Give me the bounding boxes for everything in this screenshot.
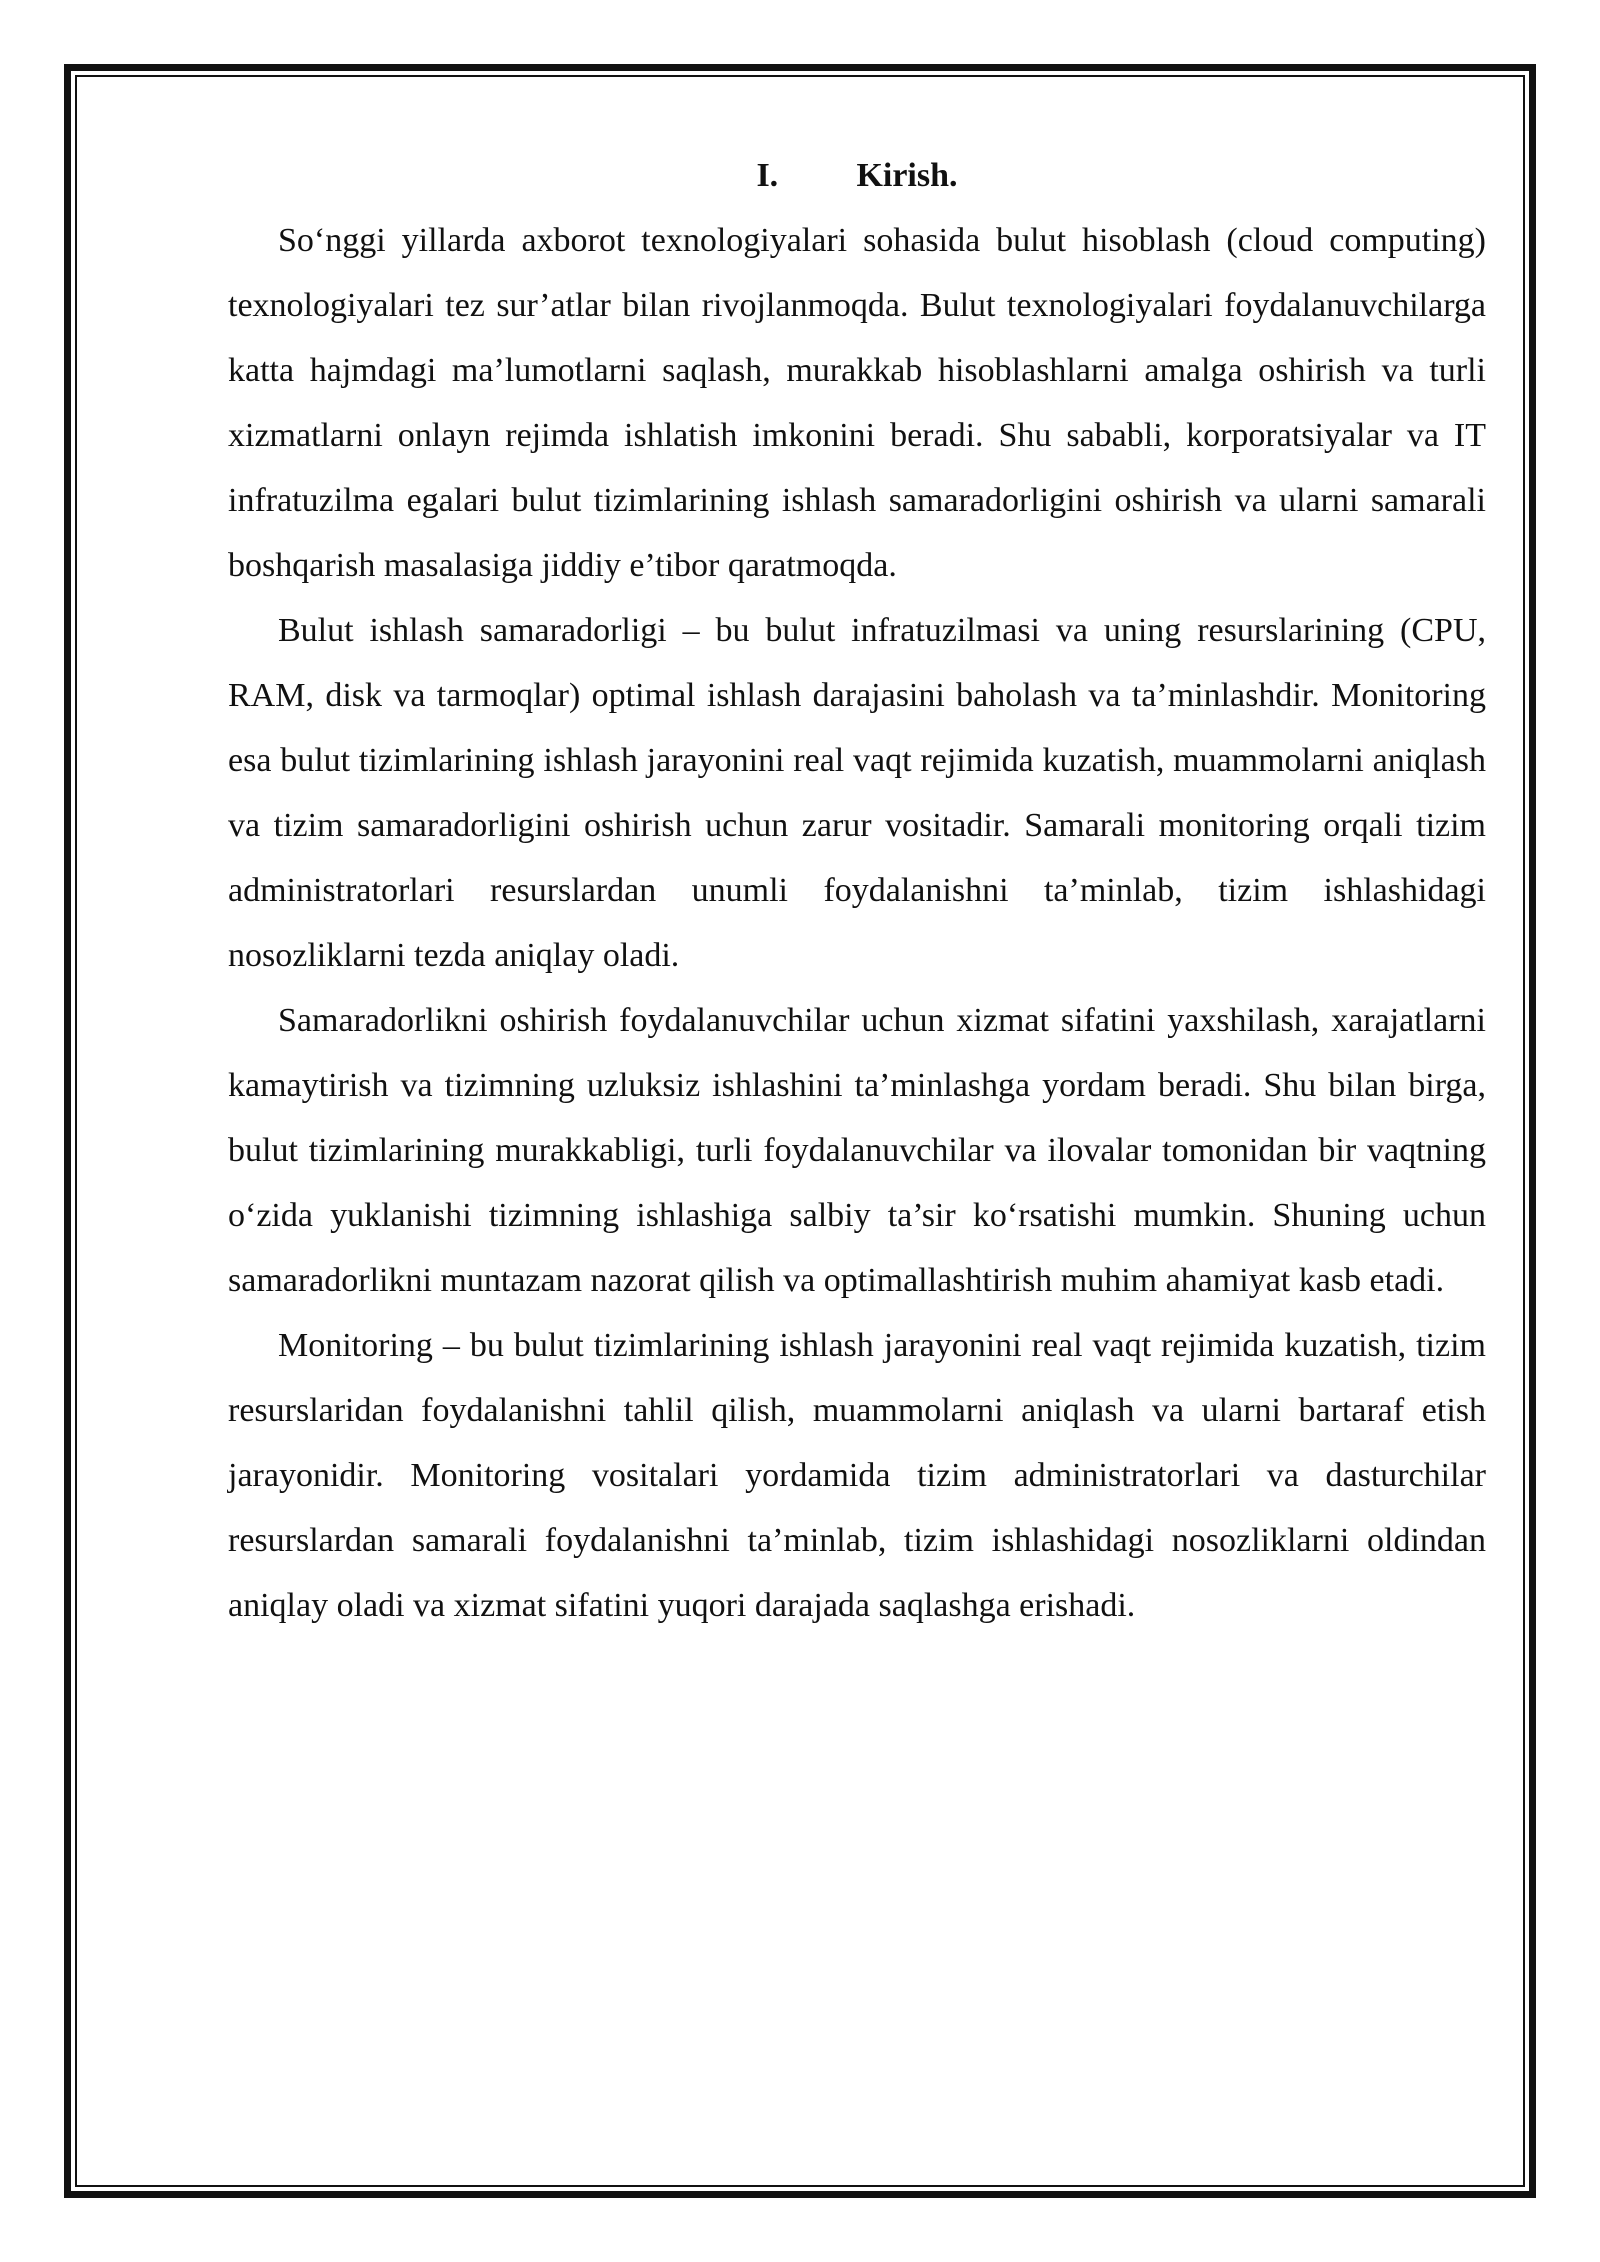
paragraph-1: So‘nggi yillarda axborot texnologiyalari sohasida bulut hisoblash (cloud computing) texnologiyalari tez sur’atlar bilan rivojlanmoqda. Bulut texnologiyalari foydalanuvchilarga katta hajmdagi ma’lumotlarni saqlash, murakkab hisoblashlarni amalga oshirish va turli xizmatlarni onlayn rejimda ishlatish imkonini beradi. Shu sababli, korporatsiyalar va IT infratuzilma egalari bulut tizimlarining ishlash samaradorligini oshirish va ularni samarali boshqarish masalasiga jiddiy e’tibor qaratmoqda.	[228, 222, 1486, 584]
section-heading	[228, 150, 1486, 202]
paragraph-2: Bulut ishlash samaradorligi – bu bulut infratuzilmasi va uning resurslarining (CPU, RAM, disk va tarmoqlar) optimal ishlash darajasini baholash va ta’minlashdir. Monitoring esa bulut tizimlarining ishlash jarayonini real vaqt rejimida kuzatish, muammolarni aniqlash va tizim samaradorligini oshirish uchun zarur vositadir. Samarali monitoring orqali tizim administratorlari resurslardan unumli foydalanishni ta’minlab, tizim ishlashidagi nosozliklarni tezda aniqlay oladi.	[228, 612, 1486, 974]
section-title: Kirish.	[856, 157, 958, 194]
paragraph-4: Monitoring – bu bulut tizimlarining ishlash jarayonini real vaqt rejimida kuzatish, tizim resurslaridan foydalanishni tahlil qilish, muammolarni aniqlash va ularni bartaraf etish jarayonidir. Monitoring vositalari yordamida tizim administratorlari va dasturchilar resurslardan samarali foydalanishni ta’minlab, tizim ishlashidagi nosozliklarni oldindan aniqlay oladi va xizmat sifatini yuqori darajada saqlashga erishadi.	[228, 1327, 1486, 1624]
document-body	[228, 150, 1486, 1638]
section-number: I.	[756, 157, 779, 194]
paragraph-3: Samaradorlikni oshirish foydalanuvchilar uchun xizmat sifatini yaxshilash, xarajatlarni kamaytirish va tizimning uzluksiz ishlashini ta’minlashga yordam beradi. Shu bilan birga, bulut tizimlarining murakkabligi, turli foydalanuvchilar va ilovalar tomonidan bir vaqtning o‘zida yuklanishi tizimning ishlashiga salbiy ta’sir ko‘rsatishi mumkin. Shuning uchun samaradorlikni muntazam nazorat qilish va optimallashtirish muhim ahamiyat kasb etadi.	[228, 1002, 1486, 1299]
